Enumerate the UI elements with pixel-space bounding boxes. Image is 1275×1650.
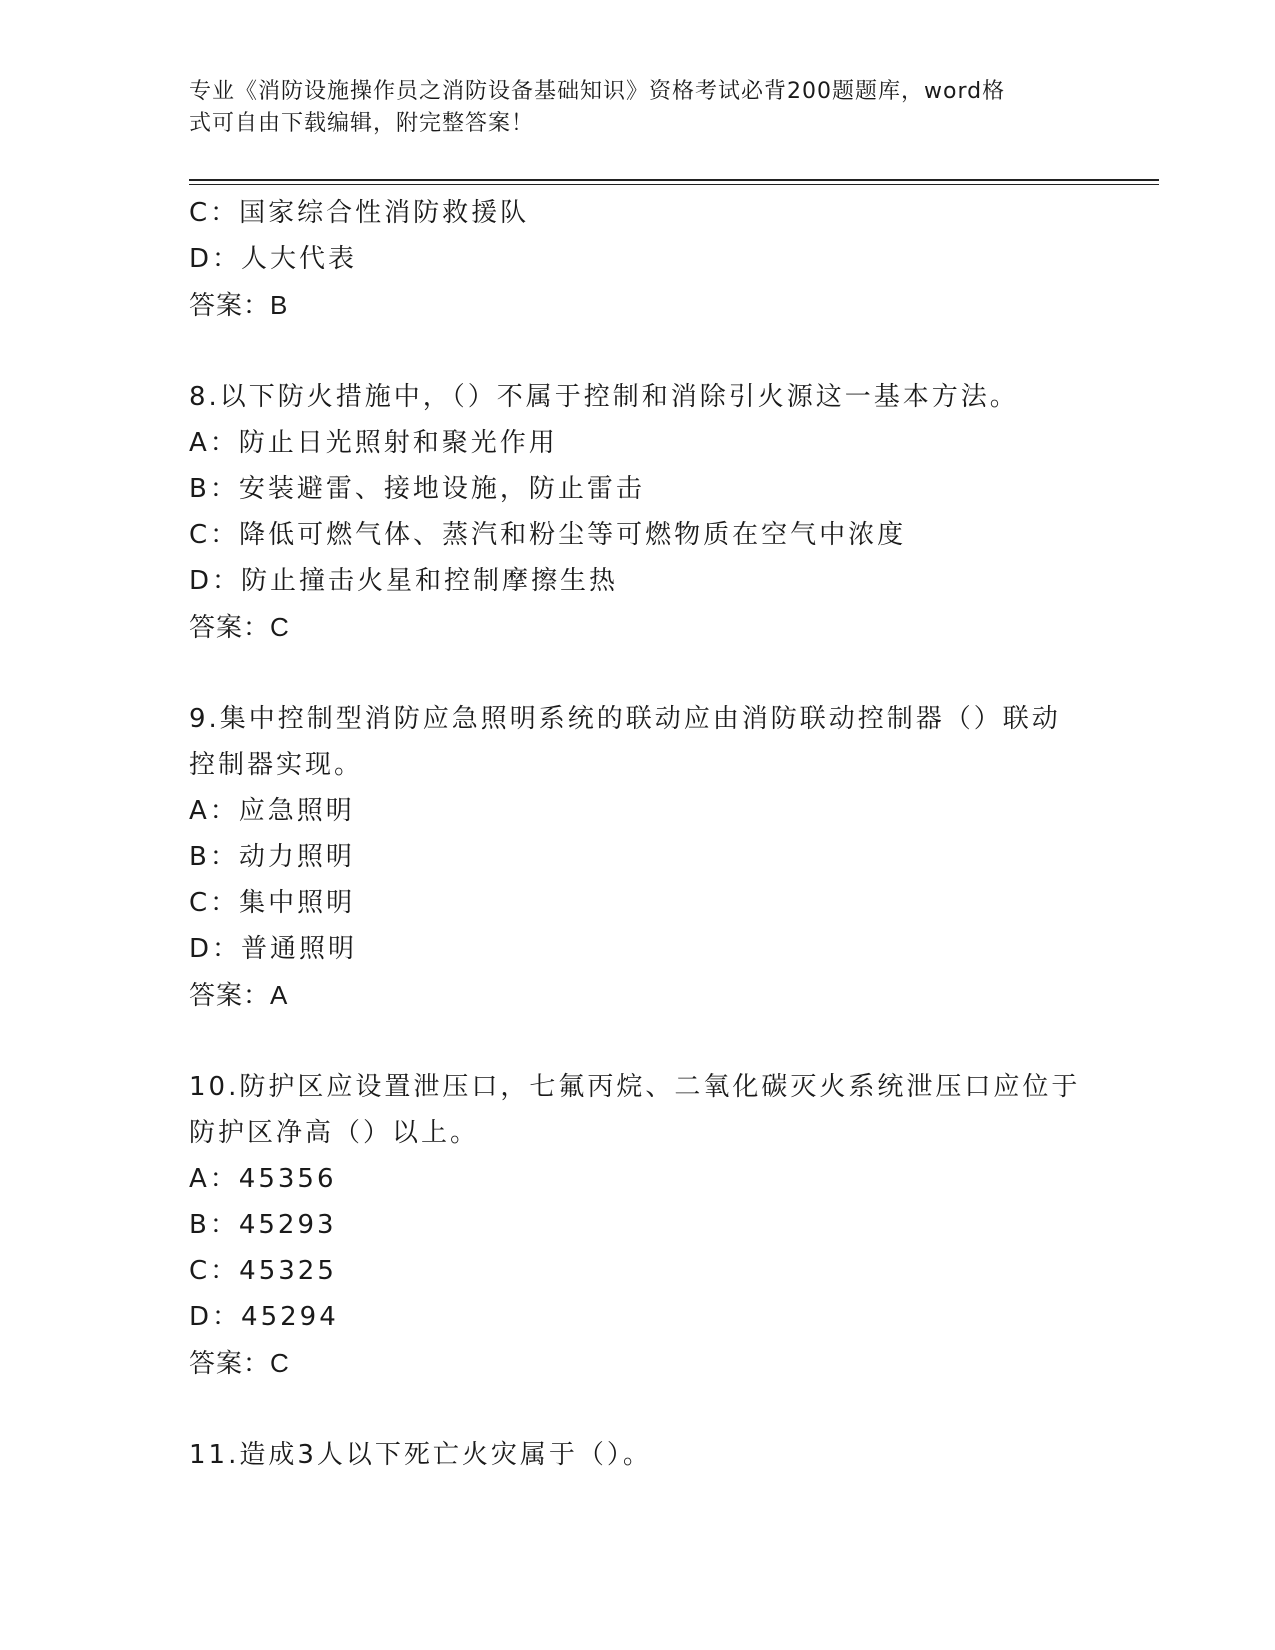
question-9 [189,696,1089,1018]
question-8 [189,374,1089,650]
q10-option-c: C：45325 [189,1256,337,1286]
q8-option-b: B：安装避雷、接地设施，防止雷击 [189,474,645,504]
question-11 [189,1432,1089,1478]
q7-option-c: C：国家综合性消防救援队 [189,198,530,228]
header-line-2: 式可自由下载编辑，附完整答案！ [189,111,535,136]
q10-option-d: D：45294 [189,1302,339,1332]
q10-answer: 答案：C [189,1348,290,1378]
question-10 [189,1064,1089,1386]
q8-option-a: A：防止日光照射和聚光作用 [189,428,558,458]
q8-question: 8.以下防火措施中，（）不属于控制和消除引火源这一基本方法。 [189,382,1019,412]
header-divider-thick [189,179,1159,181]
question-list [189,190,1089,1478]
header-divider-thin [189,184,1159,185]
q7-answer: 答案：B [189,290,289,320]
q9-option-b: B：动力照明 [189,842,355,872]
spacer [189,1386,1089,1432]
q9-option-a: A：应急照明 [189,796,355,826]
spacer [189,1018,1089,1064]
q7-option-d: D：人大代表 [189,244,358,274]
spacer [189,650,1089,696]
spacer [189,328,1089,374]
document-header [189,76,1079,140]
q10-option-a: A：45356 [189,1164,337,1194]
q8-option-c: C：降低可燃气体、蒸汽和粉尘等可燃物质在空气中浓度 [189,520,907,550]
q8-option-d: D：防止撞击火星和控制摩擦生热 [189,566,619,596]
q10-option-b: B：45293 [189,1210,337,1240]
q11-question: 11.造成3人以下死亡火灾属于（）。 [189,1440,652,1470]
q9-option-d: D：普通照明 [189,934,358,964]
q9-option-c: C：集中照明 [189,888,356,918]
q9-question-line-2: 控制器实现。 [189,750,364,780]
q10-question-line-2: 防护区净高（）以上。 [189,1118,480,1148]
q9-answer: 答案：A [189,980,289,1010]
question-7-fragment [189,190,1089,328]
q10-question-line-1: 10.防护区应设置泄压口，七氟丙烷、二氧化碳灭火系统泄压口应位于 [189,1072,1081,1102]
q9-question-line-1: 9.集中控制型消防应急照明系统的联动应由消防联动控制器（）联动 [189,704,1061,734]
header-line-1: 专业《消防设施操作员之消防设备基础知识》资格考试必背200题题库，word格 [189,79,1006,104]
q8-answer: 答案：C [189,612,290,642]
